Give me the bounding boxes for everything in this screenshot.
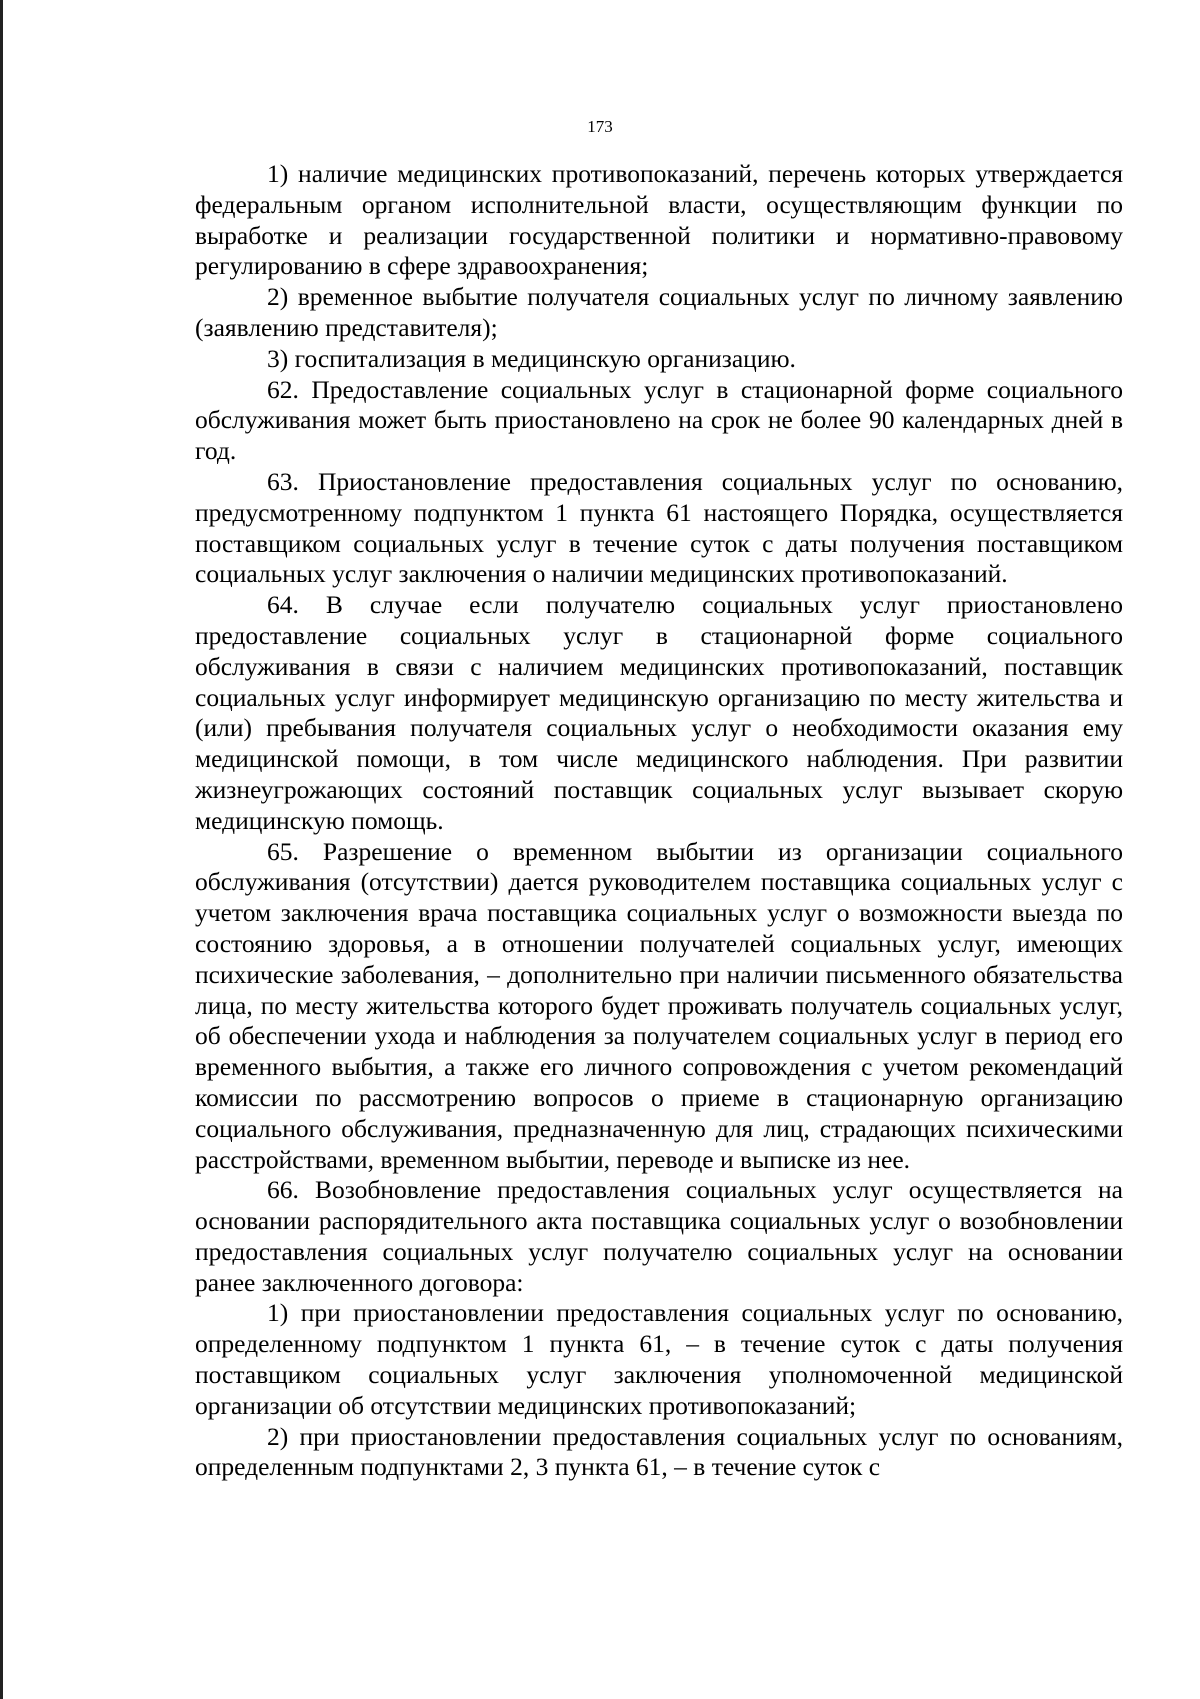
paragraph-66-item-1: 1) при приостановлении предоставления социальных услуг по основанию, определенному подпунктом 1 пункта 61, – в течение суток с даты получения поставщиком социальных услуг заключения уполномоченной медицинской организации об отсутствии медицинских противопоказаний; [195,1298,1123,1420]
paragraph-item-3: 3) госпитализация в медицинскую организацию. [267,343,796,373]
paragraph-item-2: 2) временное выбытие получателя социальных услуг по личному заявлению (заявлению представителя); [195,282,1123,342]
paragraph-63: 63. Приостановление предоставления социальных услуг по основанию, предусмотренному подпунктом 1 пункта 61 настоящего Порядка, осуществляется поставщиком социальных услуг в течение суток с даты получения поставщиком социальных услуг заключения о наличии медицинских противопоказаний. [195,466,1123,589]
scan-edge [0,0,3,1699]
paragraph-62: 62. Предоставление социальных услуг в стационарной форме социального обслуживания может быть приостановлено на срок не более 90 календарных дней в год. [195,374,1123,466]
page-number: 173 [587,117,613,136]
paragraph-66-item-2: 2) при приостановлении предоставления социальных услуг по основаниям, определенным подпунктами 2, 3 пункта 61, – в течение суток с [195,1421,1123,1482]
paragraph-66: 66. Возобновление предоставления социальных услуг осуществляется на основании распорядительного акта поставщика социальных услуг о возобновлении предоставления социальных услуг получателю социальных услуг на основании ранее заключенного договора: [195,1175,1123,1297]
paragraph-65: 65. Разрешение о временном выбытии из организации социального обслуживания (отсутствии) дается руководителем поставщика социальных услуг с учетом заключения врача поставщика социальных услуг о возможности выезда по состоянию здоровья, а в отношении получателей социальных услуг, имеющих психические заболевания, – дополнительно при наличии письменного обязательства лица, по месту жительства которого будет проживать получатель социальных услуг, об обеспечении ухода и наблюдения за получателем социальных услуг в период его временного выбытия, а также его личного сопровождения с учетом рекомендаций комиссии по рассмотрению вопросов о приеме в стационарную организацию социального обслуживания, предназначенную для лиц, страдающих психическими расстройствами, временном выбытии, переводе и выписке из нее. [195,836,1123,1174]
paragraph-item-1: 1) наличие медицинских противопоказаний, перечень которых утверждается федеральным органом исполнительной власти, осуществляющим функции по выработке и реализации государственной политики и нормативно-правовому регулированию в сфере здравоохранения; [195,159,1123,281]
paragraph-64: 64. В случае если получателю социальных услуг приостановлено предоставление социальных услуг в стационарной форме социального обслуживания в связи с наличием медицинских противопоказаний, поставщик социальных услуг информирует медицинскую организацию по месту жительства и (или) пребывания получателя социальных услуг о необходимости оказания ему медицинской помощи, в том числе медицинского наблюдения. При развитии жизнеугрожающих состояний поставщик социальных услуг вызывает скорую медицинскую помощь. [195,590,1123,835]
document-body [195,159,1123,1483]
